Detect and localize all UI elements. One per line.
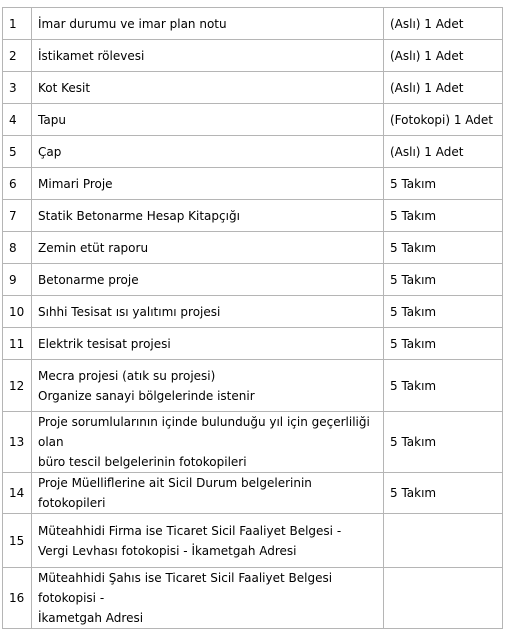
row-number: 13	[3, 412, 32, 473]
document-line: büro tescil belgelerinin fotokopileri	[38, 455, 247, 469]
row-number: 14	[3, 473, 32, 514]
quantity: (Aslı) 1 Adet	[384, 40, 503, 72]
document-line: Mecra projesi (atık su projesi)	[38, 368, 216, 383]
document-line: Statik Betonarme Hesap Kitapçığı	[38, 208, 240, 223]
document-name	[32, 72, 384, 104]
row-number: 2	[3, 40, 32, 72]
quantity	[384, 514, 503, 568]
quantity: 5 Takım	[384, 328, 503, 360]
quantity: 5 Takım	[384, 168, 503, 200]
row-number: 9	[3, 264, 32, 296]
row-number: 7	[3, 200, 32, 232]
quantity: 5 Takım	[384, 264, 503, 296]
quantity: 5 Takım	[384, 200, 503, 232]
document-line: Elektrik tesisat projesi	[38, 336, 171, 351]
document-name	[32, 40, 384, 72]
document-line: Müteahhidi Şahıs ise Ticaret Sicil Faaliyet Belgesi fotokopisi -	[38, 571, 333, 605]
row-number: 16	[3, 568, 32, 629]
table-row	[3, 8, 503, 40]
row-number: 11	[3, 328, 32, 360]
table-row	[3, 40, 503, 72]
document-line: Çap	[38, 144, 62, 159]
row-number: 3	[3, 72, 32, 104]
table-row	[3, 568, 503, 629]
document-line: Zemin etüt raporu	[38, 240, 149, 255]
table-row	[3, 296, 503, 328]
document-name	[32, 136, 384, 168]
table-row	[3, 200, 503, 232]
document-name	[32, 328, 384, 360]
quantity: (Fotokopi) 1 Adet	[384, 104, 503, 136]
document-line: Organize sanayi bölgelerinde istenir	[38, 388, 255, 403]
quantity: 5 Takım	[384, 296, 503, 328]
document-line: İkametgah Adresi	[38, 611, 144, 625]
table-row	[3, 232, 503, 264]
table-row	[3, 136, 503, 168]
table-row	[3, 72, 503, 104]
table-row	[3, 328, 503, 360]
document-name	[32, 568, 384, 629]
document-line: Müteahhidi Firma ise Ticaret Sicil Faaliyet Belgesi -	[38, 523, 342, 538]
quantity: (Aslı) 1 Adet	[384, 8, 503, 40]
row-number: 5	[3, 136, 32, 168]
document-line: Proje Müelliflerine ait Sicil Durum belgelerinin fotokopileri	[38, 476, 312, 510]
document-line: Tapu	[38, 112, 66, 127]
table-row	[3, 514, 503, 568]
row-number: 15	[3, 514, 32, 568]
document-name	[32, 168, 384, 200]
document-name	[32, 514, 384, 568]
document-name	[32, 296, 384, 328]
table-row	[3, 473, 503, 514]
quantity	[384, 568, 503, 629]
row-number: 12	[3, 360, 32, 412]
document-line: Proje sorumlularının içinde bulunduğu yıl için geçerliliği olan	[38, 415, 370, 449]
document-line: Sıhhi Tesisat ısı yalıtımı projesi	[38, 304, 221, 319]
quantity: 5 Takım	[384, 360, 503, 412]
table-row	[3, 168, 503, 200]
document-line: Vergi Levhası fotokopisi - İkametgah Adresi	[38, 543, 297, 558]
document-line: Mimari Proje	[38, 176, 113, 191]
document-line: Kot Kesit	[38, 80, 91, 95]
document-name	[32, 264, 384, 296]
document-line: İstikamet rölevesi	[38, 48, 145, 63]
document-name	[32, 232, 384, 264]
required-documents-table	[2, 7, 503, 629]
quantity: (Aslı) 1 Adet	[384, 72, 503, 104]
row-number: 4	[3, 104, 32, 136]
table-row	[3, 412, 503, 473]
document-name	[32, 8, 384, 40]
table-row	[3, 264, 503, 296]
document-name	[32, 104, 384, 136]
document-name	[32, 200, 384, 232]
table-row	[3, 360, 503, 412]
row-number: 8	[3, 232, 32, 264]
document-name	[32, 360, 384, 412]
quantity: 5 Takım	[384, 473, 503, 514]
quantity: 5 Takım	[384, 412, 503, 473]
quantity: (Aslı) 1 Adet	[384, 136, 503, 168]
quantity: 5 Takım	[384, 232, 503, 264]
document-name	[32, 473, 384, 514]
row-number: 6	[3, 168, 32, 200]
row-number: 10	[3, 296, 32, 328]
document-line: İmar durumu ve imar plan notu	[38, 16, 227, 31]
document-line: Betonarme proje	[38, 272, 139, 287]
row-number: 1	[3, 8, 32, 40]
table-row	[3, 104, 503, 136]
document-name	[32, 412, 384, 473]
